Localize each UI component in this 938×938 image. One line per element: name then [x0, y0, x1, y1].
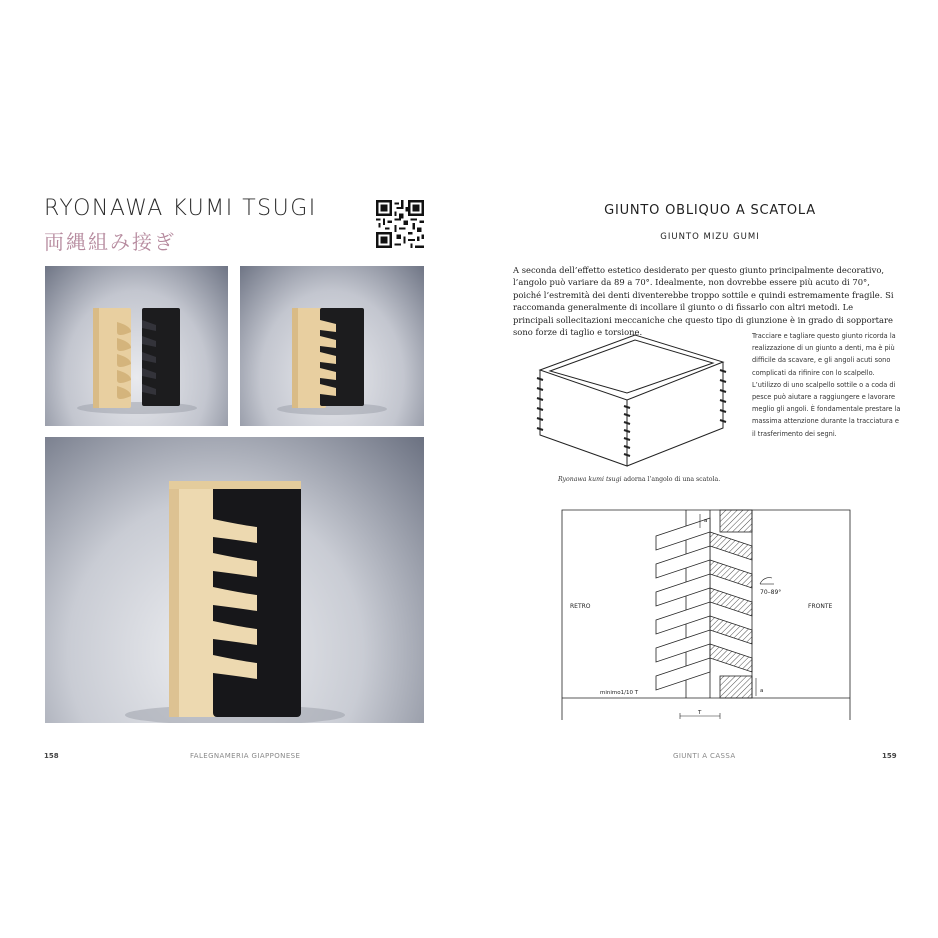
side-note: Tracciare e tagliare questo giunto ricorda la realizzazione di un giunto a denti, ma è più difficile da scavare, e gli angoli acuti sono complicati da rifinire con lo scalpello. L’utilizzo di uno scalpello sottile o a coda di pesce può aiutare a raggiungere e lavorare meglio gli angoli. È fondamentale prestare la massima attenzione durante la tracciatura e il trasferimento dei segni.: [752, 332, 901, 438]
joint-photo-assembled: [240, 266, 424, 426]
diagram-label-thickness: T: [698, 710, 702, 716]
joint-photo-separated: [45, 266, 228, 426]
caption-italic-term: Ryonawa kumi tsugi: [558, 476, 622, 483]
diagram-label-fronte: FRONTE: [808, 603, 833, 610]
right-page-heading: GIUNTO OBLIQUO A SCATOLA: [604, 203, 816, 218]
right-page-number: 159: [882, 752, 897, 760]
diagram-label-a-bottom: a: [760, 688, 764, 694]
right-running-head: GIUNTI A CASSA: [673, 752, 736, 760]
right-page-subheading: GIUNTO MIZU GUMI: [660, 232, 760, 242]
diagram-label-minimum: minimo1/10 T: [600, 690, 639, 696]
left-page-japanese-subtitle: 両縄組み接ぎ: [44, 230, 176, 254]
body-paragraph: A seconda dell’effetto estetico desiderato per questo giunto principalmente decorativo, l’angolo può variare da 89 a 70°. Idealmente, non dovrebbe essere più acuto di 70°, poiché l’estremità dei denti diventerebbe troppo sottile e quindi estremamente fragile. Si raccomanda generalmente di incollare il giunto o di fissarlo con altri metodi. Le principali sollecitazioni meccaniche che questo tipo di giunzione è in grado di sopportare sono forze di taglio e torsione.: [513, 265, 894, 338]
left-running-head: FALEGNAMERIA GIAPPONESE: [190, 752, 301, 760]
left-page-number: 158: [44, 752, 59, 760]
box-drawing-caption: [558, 476, 720, 483]
diagram-label-retro: RETRO: [570, 603, 591, 610]
left-page-title: RYONAWA KUMI TSUGI: [44, 196, 317, 221]
diagram-label-angle: 70–89°: [760, 589, 782, 596]
qr-code-icon[interactable]: [376, 200, 424, 248]
diagram-label-a-top: a: [704, 518, 708, 524]
caption-text: adorna l’angolo di una scatola.: [621, 476, 721, 483]
joint-section-diagram: [560, 506, 852, 720]
joint-photo-closeup: [45, 437, 424, 723]
box-corner-drawing: [535, 330, 735, 470]
